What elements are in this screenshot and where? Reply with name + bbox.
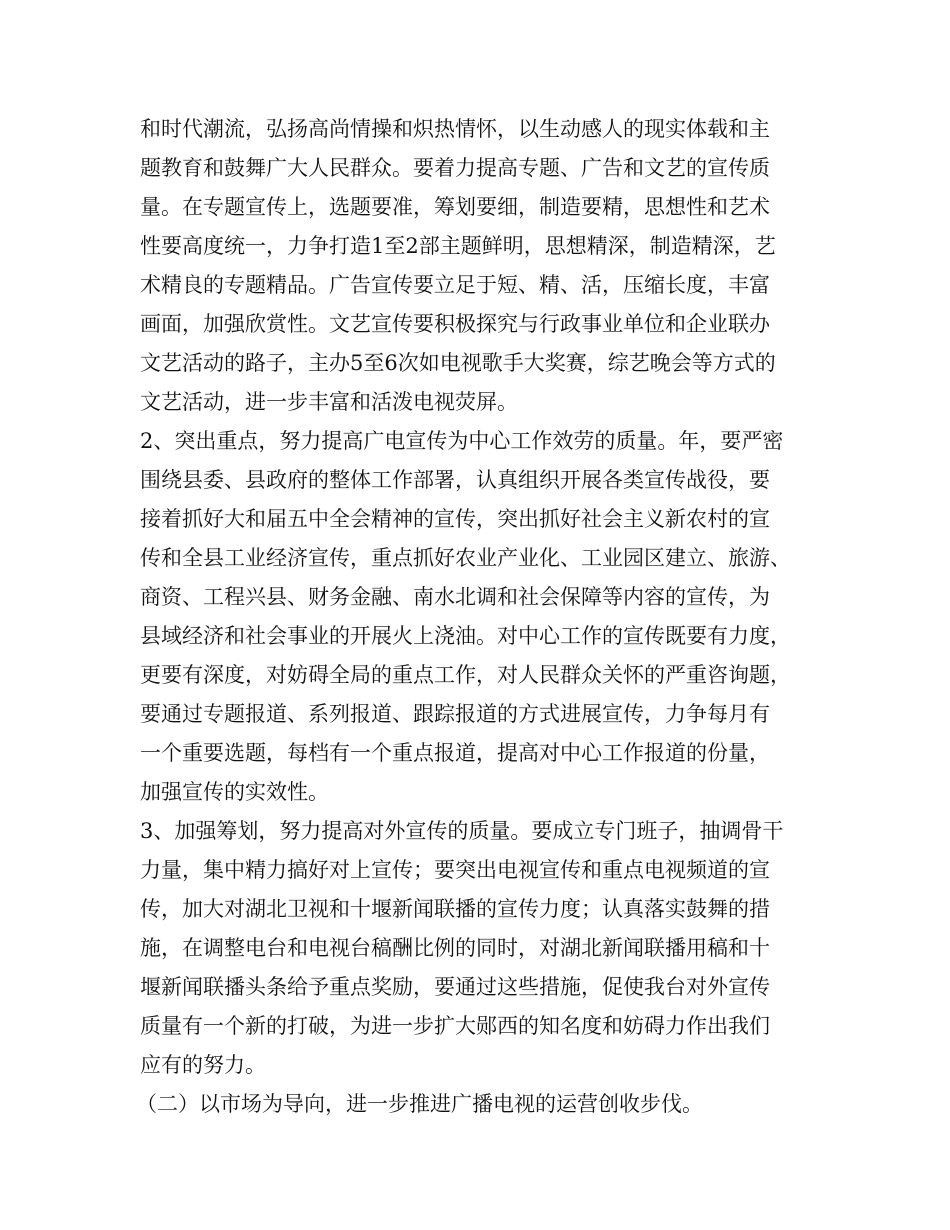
- text-line: 更要有深度，对妨碍全局的重点工作，对人民群众关怀的严重咨询题，: [140, 663, 791, 687]
- text-line: 术精良的专题精品。广告宣传要立足于短、精、活，压缩长度，丰富: [140, 273, 770, 297]
- text-line: 接着抓好大和届五中全会精神的宣传，突出抓好社会主义新农村的宣: [140, 507, 770, 531]
- text-line: 性要高度统一，力争打造1至2部主题鲜明，思想精深，制造精深，艺: [140, 234, 776, 258]
- text-line: 和时代潮流，弘扬高尚情操和炽热情怀，以生动感人的现实体载和主: [140, 117, 770, 141]
- text-line: 文艺活动，进一步丰富和活泼电视荧屏。: [140, 390, 518, 414]
- text-line: 传，加大对湖北卫视和十堰新闻联播的宣传力度；认真落实鼓舞的措: [140, 897, 770, 921]
- text-line: 质量有一个新的打破，为进一步扩大郧西的知名度和妨碍力作出我们: [140, 1014, 770, 1038]
- text-line: 要通过专题报道、系列报道、跟踪报道的方式进展宣传，力争每月有: [140, 702, 770, 726]
- text-line: 量。在专题宣传上，选题要准，筹划要细，制造要精，思想性和艺术: [140, 195, 770, 219]
- text-line: 力量，集中精力搞好对上宣传；要突出电视宣传和重点电视频道的宣: [140, 858, 770, 882]
- text-line: 题教育和鼓舞广大人民群众。要着力提高专题、广告和文艺的宣传质: [140, 156, 770, 180]
- section-heading: （二）以市场为导向，进一步推进广播电视的运营创收步伐。: [136, 1092, 703, 1116]
- text-line: 传和全县工业经济宣传，重点抓好农业产业化、工业园区建立、旅游、: [140, 546, 791, 570]
- text-line: 加强宣传的实效性。: [140, 780, 329, 804]
- text-line: 文艺活动的路子，主办5至6次如电视歌手大奖赛，综艺晚会等方式的: [140, 351, 776, 375]
- text-line: 县域经济和社会事业的开展火上浇油。对中心工作的宣传既要有力度，: [140, 624, 791, 648]
- text-line: 堰新闻联播头条给予重点奖励，要通过这些措施，促使我台对外宣传: [140, 975, 770, 999]
- text-line: 施，在调整电台和电视台稿酬比例的同时，对湖北新闻联播用稿和十: [140, 936, 770, 960]
- text-line: 3、加强筹划，努力提高对外宣传的质量。要成立专门班子，抽调骨干: [140, 819, 784, 843]
- text-line: 商资、工程兴县、财务金融、南水北调和社会保障等内容的宣传，为: [140, 585, 770, 609]
- text-line: 应有的努力。: [140, 1053, 266, 1077]
- text-line: 围绕县委、县政府的整体工作部署，认真组织开展各类宣传战役，要: [140, 468, 770, 492]
- document-body: [136, 110, 820, 1124]
- text-line: 一个重要选题，每档有一个重点报道，提高对中心工作报道的份量，: [140, 741, 770, 765]
- text-line: 画面，加强欣赏性。文艺宣传要积极探究与行政事业单位和企业联办: [140, 312, 770, 336]
- text-line: 2、突出重点，努力提高广电宣传为中心工作效劳的质量。年，要严密: [140, 429, 784, 453]
